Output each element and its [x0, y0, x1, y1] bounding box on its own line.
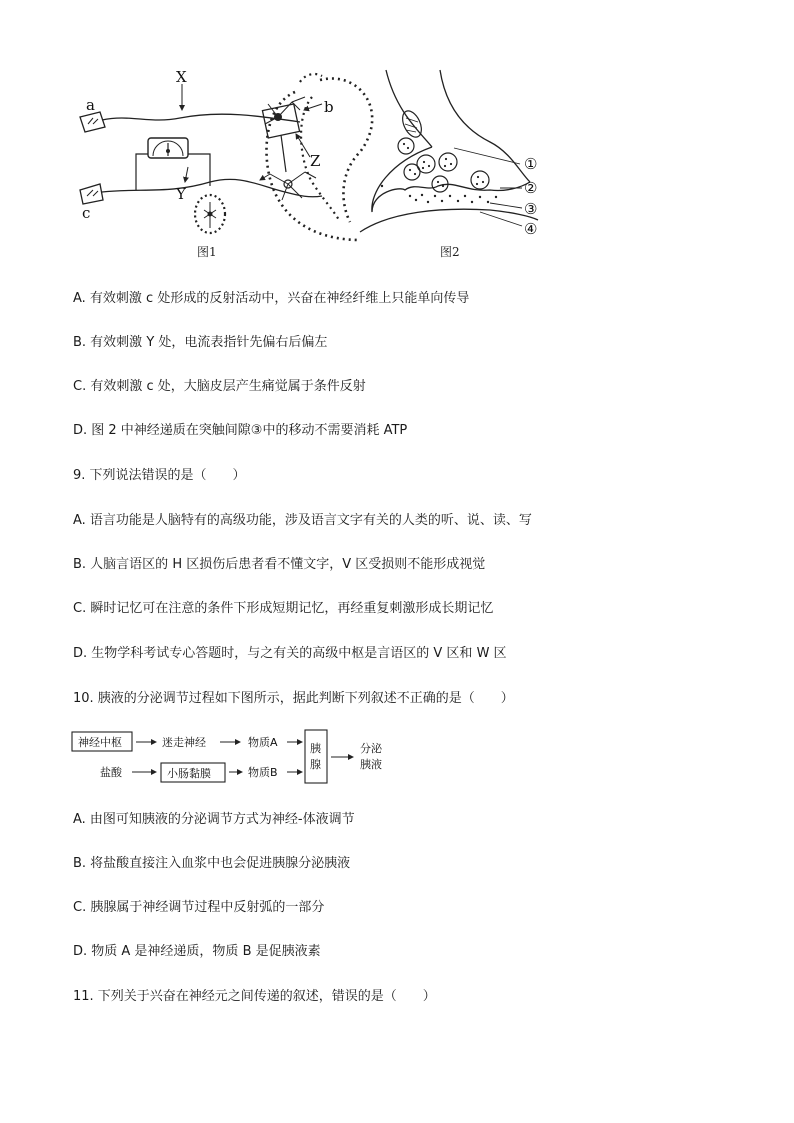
flow-substance-a: 物质A [248, 736, 278, 749]
q10-option-a: A. 由图可知胰液的分泌调节方式为神经-体液调节 [73, 812, 355, 827]
flow-substance-b: 物质B [248, 766, 278, 779]
q9-stem: 9. 下列说法错误的是（ ） [73, 468, 246, 483]
flow-pancreas-1: 胰 [310, 742, 321, 755]
q9-option-d: D. 生物学科考试专心答题时，与之有关的高级中枢是言语区的 V 区和 W 区 [73, 646, 507, 661]
figure1-caption: 图1 [197, 245, 217, 259]
reflex-arc-figures [60, 62, 560, 267]
flow-vagus-nerve: 迷走神经 [162, 736, 206, 749]
flow-intestinal-mucosa: 小肠黏膜 [167, 767, 211, 780]
label-c: c [82, 204, 91, 222]
flow-secrete: 分泌 [360, 742, 382, 755]
synapse-diagram [360, 70, 538, 232]
label-1: ① [524, 155, 538, 173]
q10-option-c: C. 胰腺属于神经调节过程中反射弧的一部分 [73, 900, 325, 915]
receptor-a [80, 112, 105, 132]
galvanometer [136, 138, 210, 190]
q11-stem: 11. 下列关于兴奋在神经元之间传递的叙述，错误的是（ ） [73, 989, 436, 1004]
q8-option-a: A. 有效刺激 c 处形成的反射活动中，兴奋在神经纤维上只能单向传导 [73, 291, 470, 306]
label-y: Y [176, 185, 186, 203]
q10-option-d: D. 物质 A 是神经递质，物质 B 是促胰液素 [73, 944, 321, 959]
label-a: a [86, 96, 95, 114]
label-x: X [176, 68, 187, 86]
label-2: ② [524, 179, 538, 197]
q8-option-c: C. 有效刺激 c 处，大脑皮层产生痛觉属于条件反射 [73, 379, 366, 394]
q8-option-d: D. 图 2 中神经递质在突触间隙③中的移动不需要消耗 ATP [73, 423, 408, 438]
flow-pancreas-2: 腺 [310, 758, 321, 771]
q9-option-b: B. 人脑言语区的 H 区损伤后患者看不懂文字，V 区受损则不能形成视觉 [73, 557, 486, 572]
q8-option-b: B. 有效刺激 Y 处，电流表指针先偏右后偏左 [73, 335, 328, 350]
label-3: ③ [524, 200, 538, 218]
flow-nerve-center: 神经中枢 [78, 736, 122, 749]
flow-pancreatic-juice: 胰液 [360, 758, 382, 771]
label-b: b [324, 98, 334, 116]
q10-option-b: B. 将盐酸直接注入血浆中也会促进胰腺分泌胰液 [73, 856, 351, 871]
label-z: Z [310, 152, 321, 170]
pancreas-flow-diagram [70, 728, 400, 786]
receptor-c [80, 184, 103, 204]
flow-hcl: 盐酸 [100, 766, 122, 779]
label-4: ④ [524, 220, 538, 238]
q10-stem: 10. 胰液的分泌调节过程如下图所示，据此判断下列叙述不正确的是（ ） [73, 691, 514, 706]
q9-option-a: A. 语言功能是人脑特有的高级功能，涉及语言文字有关的人类的听、说、读、写 [73, 513, 532, 528]
figure2-caption: 图2 [440, 245, 460, 259]
q9-option-c: C. 瞬时记忆可在注意的条件下形成短期记忆，再经重复刺激形成长期记忆 [73, 601, 494, 616]
